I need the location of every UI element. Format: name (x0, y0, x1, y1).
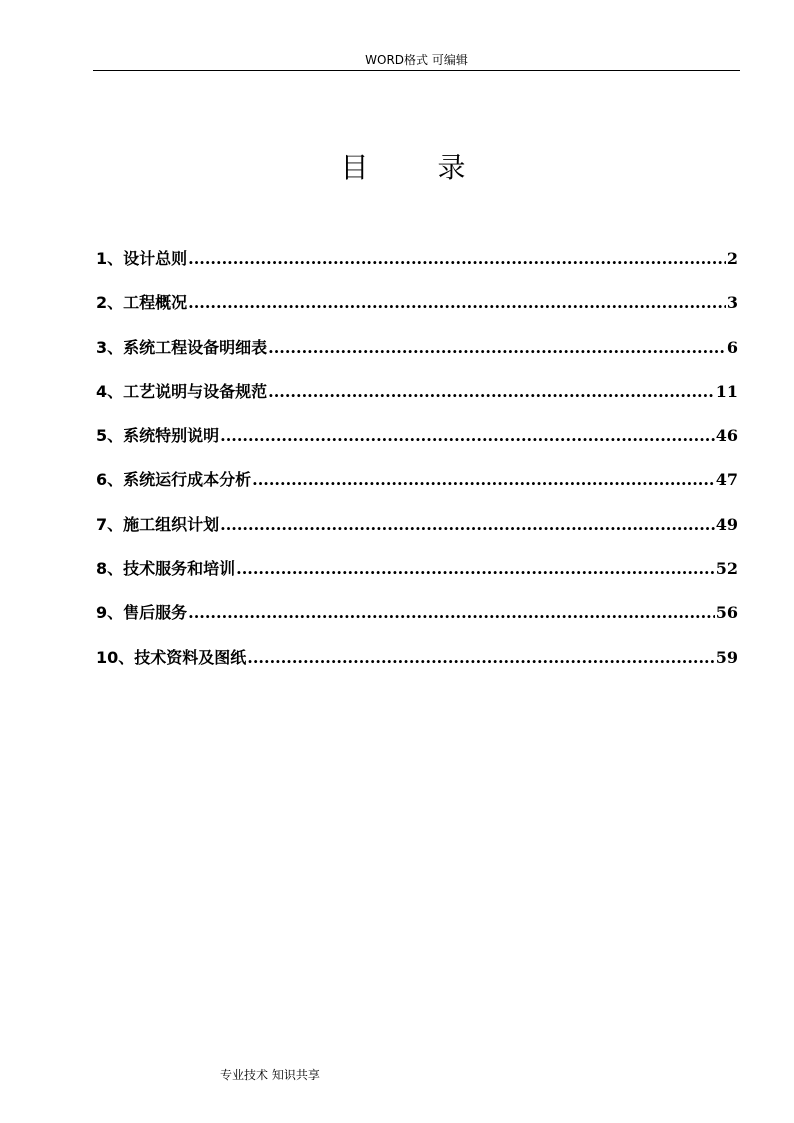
toc-entry-label: 4、工艺说明与设备规范 (96, 381, 268, 401)
toc-leader-dots (188, 603, 715, 622)
toc-entry[interactable] (96, 600, 738, 644)
toc-leader-dots (268, 382, 715, 401)
toc-entry-page: 6 (726, 337, 738, 357)
toc-leader-dots (220, 515, 715, 534)
toc-entry[interactable] (96, 512, 738, 556)
toc-entry[interactable] (96, 335, 738, 379)
toc-title: 目 录 (340, 151, 496, 184)
toc-entry[interactable] (96, 290, 738, 334)
toc-entry-label: 3、系统工程设备明细表 (96, 337, 268, 357)
page-header (93, 52, 740, 71)
toc-entry-page: 56 (715, 603, 738, 623)
toc-entry-label: 5、系统特别说明 (96, 426, 220, 446)
toc-entry-page: 2 (726, 249, 738, 268)
toc-entry-label: 9、售后服务 (96, 603, 188, 623)
toc-leader-dots (220, 426, 715, 445)
toc-entry[interactable] (96, 467, 738, 511)
toc-entry-label: 1、设计总则 (96, 249, 188, 268)
toc-entry-label: 2、工程概况 (96, 293, 188, 313)
table-of-contents (96, 246, 738, 689)
header-text: WORD格式 可编辑 (365, 53, 468, 67)
toc-entry[interactable] (96, 246, 738, 290)
toc-entry-label: 10、技术资料及图纸 (96, 647, 247, 667)
toc-entry[interactable] (96, 556, 738, 600)
toc-entry-label: 8、技术服务和培训 (96, 559, 236, 579)
toc-entry-page: 11 (715, 381, 738, 401)
toc-leader-dots (188, 293, 726, 312)
toc-entry-page: 59 (715, 647, 738, 667)
toc-entry[interactable] (96, 379, 738, 423)
toc-leader-dots (247, 648, 714, 667)
toc-leader-dots (236, 559, 715, 578)
toc-entry-page: 3 (726, 293, 738, 313)
toc-entry-label: 7、施工组织计划 (96, 514, 220, 534)
page-footer: 专业技术 知识共享 (220, 1068, 320, 1082)
toc-entry-label: 6、系统运行成本分析 (96, 470, 252, 490)
toc-leader-dots (188, 249, 726, 268)
toc-entry[interactable] (96, 423, 738, 467)
toc-entry-page: 46 (715, 426, 738, 446)
toc-entry-page: 49 (715, 514, 738, 534)
toc-entry[interactable] (96, 645, 738, 689)
toc-entry-page: 47 (715, 470, 738, 490)
toc-entry-page: 52 (715, 559, 738, 579)
toc-leader-dots (252, 470, 715, 489)
toc-leader-dots (268, 338, 726, 357)
